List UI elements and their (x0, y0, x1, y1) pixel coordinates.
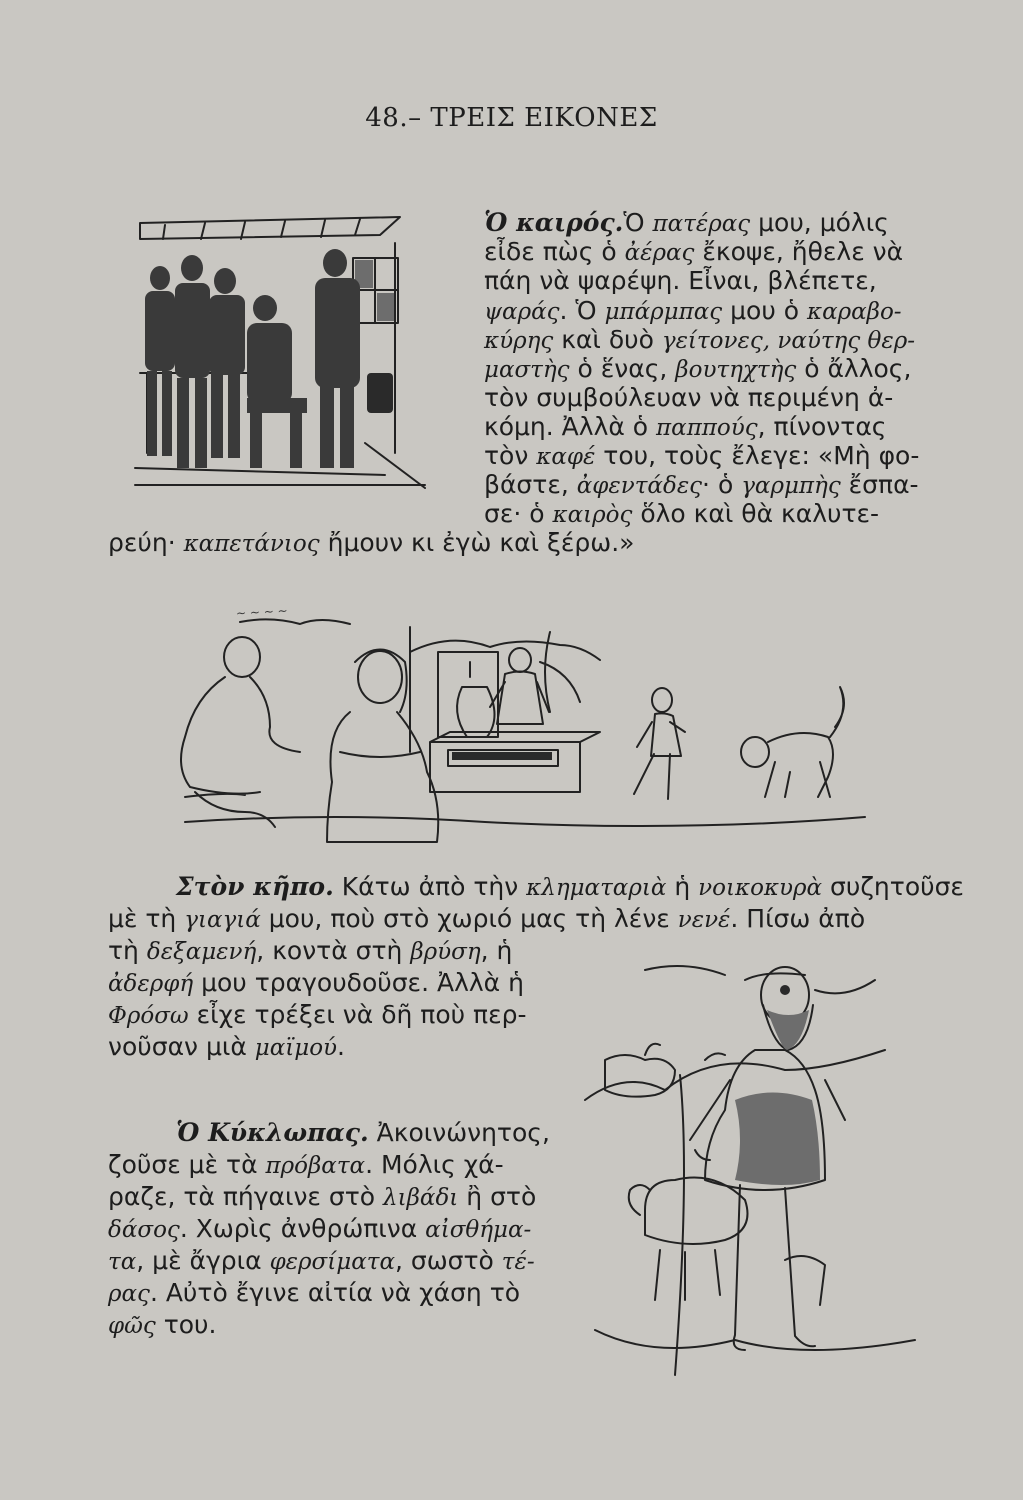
kairos-run: τὸν (484, 441, 537, 470)
kyklopas-run: πρόβατα (265, 1153, 366, 1179)
kyklopas-line (176, 1118, 550, 1148)
kyklopas-run: τα (108, 1249, 137, 1275)
kyklopas-line (108, 1150, 504, 1182)
kipo-run: ἀδερφή (108, 971, 194, 997)
kyklopas-run: φῶς (108, 1313, 156, 1339)
kipo-run: εἶχε τρέξει νὰ δῆ ποὺ περ- (188, 1000, 527, 1029)
kyklopas-line (108, 1182, 536, 1214)
kipo-run: Κάτω ἀπὸ τὴν (333, 872, 527, 901)
kyklopas-run: λιβάδι (383, 1185, 459, 1211)
kipo-run: μαϊμού (254, 1035, 338, 1061)
kyklopas-line (108, 1278, 520, 1310)
kairos-run: βουτηχτὴς (675, 357, 797, 383)
kairos-run: ὁ ἄλλος, (796, 354, 912, 383)
kyklopas-run: ζοῦσε μὲ τὰ (108, 1150, 266, 1179)
kipo-run: νοῦσαν μιὰ (108, 1032, 255, 1061)
kairos-run: παππούς (656, 415, 758, 441)
kyklopas-run: ρας (108, 1281, 150, 1307)
kairos-run: · ὁ (702, 470, 742, 499)
kyklopas-run: του. (155, 1310, 217, 1339)
kyklopas-run: ραζε, τὰ πήγαινε στὸ (108, 1182, 384, 1211)
kyklopas-run: . Μόλις χά- (365, 1150, 504, 1179)
kairos-run: πάη νὰ ψαρέψη. Εἶναι, βλέπετε, (484, 266, 877, 295)
kipo-run: νοικοκυρὰ (698, 875, 823, 901)
kairos-run: Ὁ (623, 208, 653, 237)
kairos-run: του, τοὺς ἔλεγε: «Μὴ φο- (595, 441, 920, 470)
kairos-run: κόμη. Ἀλλὰ ὁ (484, 412, 657, 441)
kairos-run: ὁ ἕνας, (569, 354, 676, 383)
kyklopas-line (108, 1310, 216, 1342)
kairos-run: ὅλο καὶ θὰ καλυτε- (632, 499, 880, 528)
kyklopas-line (108, 1246, 535, 1278)
kairos-run: σε· ὁ (484, 499, 553, 528)
kairos-run: μαστὴς (484, 357, 570, 383)
kairos-run: πατέρας (652, 211, 751, 237)
kairos-run: ἀφεντάδες (576, 473, 703, 499)
kairos-run: μου, μόλις (750, 208, 889, 237)
page-title: 48.– ΤΡΕΙΣ ΕΙΚΟΝΕΣ (365, 103, 658, 133)
kyklopas-run: , μὲ ἄγρια (136, 1246, 270, 1275)
kairos-run: ἀέρας (624, 240, 695, 266)
kipo-run: συζητοῦσε (822, 872, 964, 901)
kipo-run: νενέ (677, 907, 731, 933)
kyklopas-line (108, 1214, 531, 1246)
kairos-run: γαρμπὴς (741, 473, 841, 499)
kipo-run: δεξαμενή (146, 939, 257, 965)
kairos-run: βάστε, (484, 470, 577, 499)
kipo-run: . (337, 1032, 345, 1061)
kairos-run: γείτονες, ναύτης θερ- (661, 328, 916, 354)
kairos-run: μου ὁ (722, 296, 807, 325)
kyklopas-heading: Ὁ Κύκλωπας. (176, 1118, 369, 1147)
kairos-run: τὸν συμβούλευαν νὰ περιμένη ἀ- (484, 383, 894, 412)
kyklopas-run: αἰσθήμα- (425, 1217, 532, 1243)
kairos-run: καὶ δυὸ (553, 325, 662, 354)
kyklopas-run: , σωστὸ (394, 1246, 502, 1275)
kipo-run: κληματαριὰ (526, 875, 667, 901)
kyklopas-run: . Χωρὶς ἀνθρώπινα (179, 1214, 426, 1243)
kyklopas-run: ἢ στὸ (458, 1182, 537, 1211)
kyklopas-run: φερσίματα (269, 1249, 395, 1275)
kyklopas-run: δάσος (108, 1217, 180, 1243)
kipo-run: . Πίσω ἀπὸ (730, 904, 866, 933)
kairos-run: ἔκοψε, ἤθελε νὰ (694, 237, 904, 266)
scribble-note: ~ ~ ~ ~ (235, 603, 289, 621)
kipo-run: γιαγιά (184, 907, 261, 933)
kipo-run: Φρόσω (108, 1003, 189, 1029)
kairos-run: , πίνοντας (757, 412, 887, 441)
kairos-run: ἤμουν κι ἐγὼ καὶ ξέρω.» (319, 528, 635, 557)
kipo-run: τὴ (108, 936, 147, 965)
kipo-run: μὲ τὴ (108, 904, 185, 933)
kipo-run: ἡ (666, 872, 699, 901)
kairos-run: μπάρμπας (604, 299, 723, 325)
kipo-run: βρύση (410, 939, 481, 965)
kipo-run: , ἡ (480, 936, 513, 965)
kairos-run: κύρης (484, 328, 554, 354)
kairos-run: καραβο- (806, 299, 902, 325)
kipo-run: μου, ποὺ στὸ χωριό μας τὴ λένε (260, 904, 678, 933)
kyklopas-run: . Αὐτὸ ἔγινε αἰτία νὰ χάση τὸ (149, 1278, 521, 1307)
kairos-run: . Ὁ (559, 296, 605, 325)
kairos-run: ἔσπα- (840, 470, 919, 499)
kairos-run: ρεύη· (108, 528, 184, 557)
kairos-run: καιρὸς (552, 502, 633, 528)
kairos-heading: Ὁ καιρός. (484, 208, 624, 237)
kyklopas-run: Ἀκοινώνητος, (368, 1118, 550, 1147)
kairos-run: εἶδε πὼς ὁ (484, 237, 625, 266)
kairos-run: ψαράς (484, 299, 560, 325)
kipo-run: , κοντὰ στὴ (256, 936, 411, 965)
kipo-heading: Στὸν κῆπο. (176, 872, 334, 901)
kairos-run: καφέ (536, 444, 596, 470)
kipo-run: μου τραγουδοῦσε. Ἀλλὰ ἡ (193, 968, 524, 997)
kyklopas-run: τέ- (501, 1249, 535, 1275)
kairos-run: καπετάνιος (183, 531, 320, 557)
